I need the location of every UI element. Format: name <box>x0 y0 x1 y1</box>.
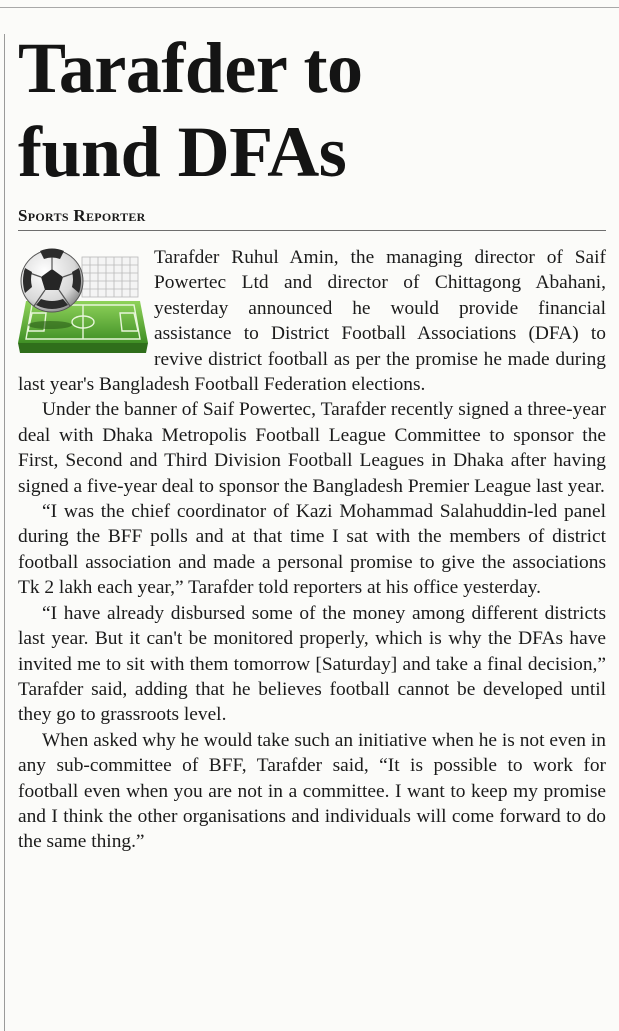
goal-net <box>82 257 138 297</box>
paragraph: “I have already disbursed some of the money among different districts last year. But it can't be monitored properly, which is why the DFAs have invited me to sit with them tomorrow [Saturday] and take a final decision,” Tarafder said, adding that he believes football cannot be developed until they go to grassroots level. <box>18 602 606 726</box>
paragraph: Tarafder Ruhul Amin, the managing director of Saif Powertec Ltd and director of Chittagong Abahani, yesterday announced he would provide financial assistance to District Football Associations (DFA) to revive district football as per the promise he made during last year's Bangladesh Football Federation elections. <box>18 247 606 396</box>
byline-divider <box>18 230 606 231</box>
top-rule <box>0 7 619 8</box>
paragraph: “I was the chief coordinator of Kazi Mohammad Salahuddin-led panel during the BFF polls and at that time I sat with the members of district football association and made a personal promise to give the associations Tk 2 lakh each year,” Tarafder told reporters at his office yesterday. <box>18 501 606 599</box>
headline: Tarafder to fund DFAs <box>18 28 363 192</box>
paragraph: Under the banner of Saif Powertec, Tarafder recently signed a three-year deal with Dhaka Metropolis Football League Committee to sponsor the First, Second and Third Division Football Leagues in Dhaka after having signed a five-year deal to sponsor the Bangladesh Premier League last year. <box>18 399 606 497</box>
paragraph: When asked why he would take such an initiative when he is not even in any sub-committee of BFF, Tarafder said, “It is possible to work for football even when you are not in a committee. I want to keep my promise and I think the other organisations and individuals will come forward to do the same thing.” <box>18 729 606 853</box>
byline: Sports Reporter <box>18 206 146 225</box>
news-article <box>18 26 606 855</box>
column-rule <box>4 34 5 1031</box>
football-pitch-icon <box>16 245 150 359</box>
article-body <box>18 245 606 855</box>
